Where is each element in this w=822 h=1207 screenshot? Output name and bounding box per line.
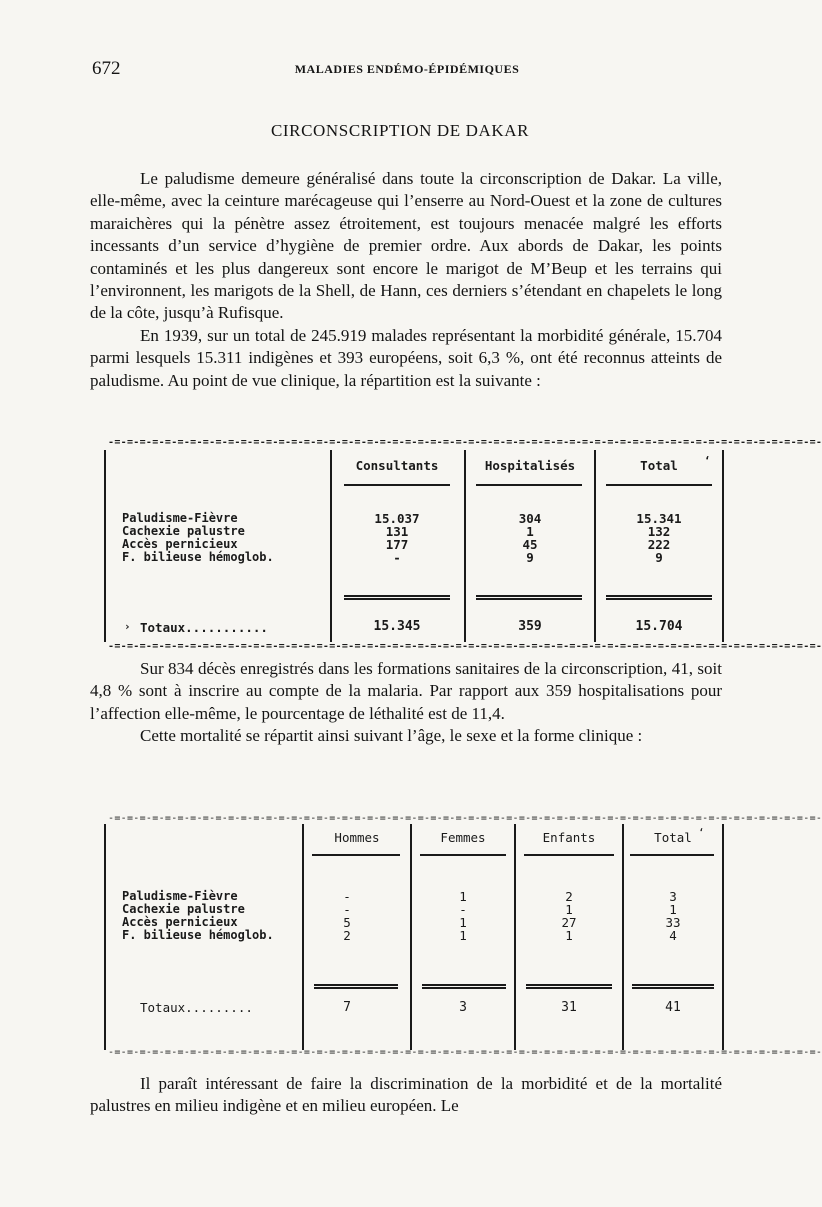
- total-label: Totaux...........: [140, 620, 268, 635]
- total-value: 15.345: [373, 619, 421, 634]
- table-cell: 1: [669, 902, 677, 917]
- column-header-femmes: Femmes: [440, 830, 486, 845]
- paragraph: Sur 834 décès enregistrés dans les formations sanitaires de la circonscription, 41, soit 4,8 % sont à inscrire au compte de la malaria. Par rapport aux 359 hospitalisations pour l’affection elle-même, le pourcentage de léthalité est de 11,4.: [90, 659, 722, 723]
- table-border-left: [104, 450, 106, 642]
- table-cell: 131: [385, 524, 409, 539]
- total-rule: [526, 984, 612, 989]
- total-rule: [606, 595, 712, 600]
- row-label: Paludisme-Fièvre: [122, 511, 238, 525]
- header-underline: [476, 484, 582, 486]
- table-cell: 45: [522, 537, 538, 552]
- table-cell: 15.341: [636, 511, 682, 526]
- column-header-consultants: Consultants: [355, 458, 439, 473]
- row-label: Cachexie palustre: [122, 524, 245, 538]
- paragraph: Il paraît intéressant de faire la discrimination de la morbidité et de la mortalité palustres en milieu indigène et en milieu européen. Le: [90, 1074, 722, 1116]
- total-rule: [476, 595, 582, 600]
- table-cell: 2: [343, 928, 351, 943]
- table-cell: 177: [385, 537, 409, 552]
- header-underline: [312, 854, 400, 856]
- header-underline: [606, 484, 712, 486]
- table-cell: 1: [565, 928, 573, 943]
- intro-text: [90, 168, 722, 392]
- table-cell: 15.037: [374, 511, 420, 526]
- header-underline: [630, 854, 714, 856]
- total-value: 3: [459, 1000, 467, 1015]
- table-border-right: [722, 450, 724, 642]
- table-cell: -: [459, 902, 467, 917]
- total-value: 15.704: [635, 619, 683, 634]
- table-cell: 27: [561, 915, 577, 930]
- row-label: Accès pernicieux: [122, 537, 238, 551]
- table-border-left: [104, 824, 106, 1050]
- morbidity-table: [100, 432, 822, 652]
- column-header-hospitalises: Hospitalisés: [484, 458, 576, 473]
- dash-rule-top: -=-=-=-=-=-=-=-=-=-=-=-=-=-=-=-=-=-=-=-=-=-=-=-=-=-=-=-=-=-=-=-=-=-=-=-=-=-=-=-=-=-=-=-=-=-=-=-=-=-=-=-=-=-=-=-=-: [108, 437, 822, 448]
- mortality-table: [100, 810, 822, 1060]
- header-underline: [420, 854, 506, 856]
- table-cell: -: [393, 550, 401, 565]
- table-cell: 1: [459, 915, 467, 930]
- page-number: 672: [92, 58, 121, 79]
- column-header-enfants: Enfants: [542, 830, 596, 845]
- print-mark: ‘: [704, 454, 711, 467]
- row-label: Accès pernicieux: [122, 915, 238, 929]
- row-label: Cachexie palustre: [122, 902, 245, 916]
- table-cell: 9: [655, 550, 663, 565]
- total-label: Totaux.........: [140, 1000, 253, 1015]
- table-border-right: [722, 824, 724, 1050]
- table-cell: 1: [565, 902, 573, 917]
- table-cell: 1: [459, 928, 467, 943]
- column-header-hommes: Hommes: [334, 830, 380, 845]
- row-label: F. bilieuse hémoglob.: [122, 550, 274, 564]
- total-value: 7: [343, 1000, 351, 1015]
- table-cell: 9: [526, 550, 534, 565]
- total-rule: [344, 595, 450, 600]
- column-header-total: Total: [640, 458, 678, 473]
- paragraph: Le paludisme demeure généralisé dans toute la circonscription de Dakar. La ville, elle-même, avec la ceinture marécageuse qui l’enserre au Nord-Ouest et la zone de cultures maraichères qui la pénètre assez étroitement, est toujours menacée malgré les efforts incessants d’un service d’hygiène de premier ordre. Aux abords de Dakar, les points contaminés et les plus dangereux sont encore le marigot de M’Beup et les terrains qui l’environnent, les marigots de la Shell, de Hann, ces derniers s’étendant en chapelets le long de la côte, jusqu’à Rufisque.: [90, 169, 722, 323]
- dash-rule-bottom: -=-=-=-=-=-=-=-=-=-=-=-=-=-=-=-=-=-=-=-=-=-=-=-=-=-=-=-=-=-=-=-=-=-=-=-=-=-=-=-=-=-=-=-=-=-=-=-=-=-=-=-=-=-=-=-=-: [108, 641, 822, 652]
- total-rule: [314, 984, 398, 989]
- total-value: 31: [561, 1000, 577, 1015]
- table-cell: 4: [669, 928, 677, 943]
- print-mark: ›: [124, 620, 131, 633]
- paragraph: En 1939, sur un total de 245.919 malades représentant la morbidité générale, 15.704 parmi lesquels 15.311 indigènes et 393 européens, soit 6,3 %, ont été reconnus atteints de paludisme. Au point de vue clinique, la répartition est la suivante :: [90, 325, 722, 390]
- header-underline: [344, 484, 450, 486]
- closing-text: [90, 1073, 722, 1118]
- table-cell: -: [343, 889, 351, 904]
- dash-rule-bottom: -=-=-=-=-=-=-=-=-=-=-=-=-=-=-=-=-=-=-=-=-=-=-=-=-=-=-=-=-=-=-=-=-=-=-=-=-=-=-=-=-=-=-=-=-=-=-=-=-=-=-=-=-=-=-=-=-: [108, 1047, 822, 1058]
- dash-rule-top: -=-=-=-=-=-=-=-=-=-=-=-=-=-=-=-=-=-=-=-=-=-=-=-=-=-=-=-=-=-=-=-=-=-=-=-=-=-=-=-=-=-=-=-=-=-=-=-=-=-=-=-=-=-=-=-=-: [108, 813, 822, 824]
- table-cell: 222: [647, 537, 671, 552]
- table-cell: 33: [665, 915, 681, 930]
- row-label: Paludisme-Fièvre: [122, 889, 238, 903]
- print-mark: ‘: [698, 826, 705, 839]
- table-cell: 5: [343, 915, 351, 930]
- section-title: CIRCONSCRIPTION DE DAKAR: [270, 121, 530, 140]
- paragraph: Cette mortalité se répartit ainsi suivant l’âge, le sexe et la forme clinique :: [140, 726, 643, 746]
- total-rule: [632, 984, 714, 989]
- total-value: 359: [518, 619, 542, 634]
- header-underline: [524, 854, 614, 856]
- middle-text: [90, 658, 722, 748]
- total-rule: [422, 984, 506, 989]
- row-label: F. bilieuse hémoglob.: [122, 928, 274, 942]
- table-cell: 132: [647, 524, 671, 539]
- table-cell: 3: [669, 889, 677, 904]
- table-cell: -: [343, 902, 351, 917]
- running-title: MALADIES ENDÉMO-ÉPIDÉMIQUES: [294, 62, 520, 76]
- table-cell: 2: [565, 889, 573, 904]
- table-cell: 1: [459, 889, 467, 904]
- column-header-total: Total: [654, 830, 692, 845]
- table-cell: 304: [518, 511, 542, 526]
- total-value: 41: [665, 1000, 681, 1015]
- running-head: [92, 58, 722, 82]
- table-cell: 1: [526, 524, 534, 539]
